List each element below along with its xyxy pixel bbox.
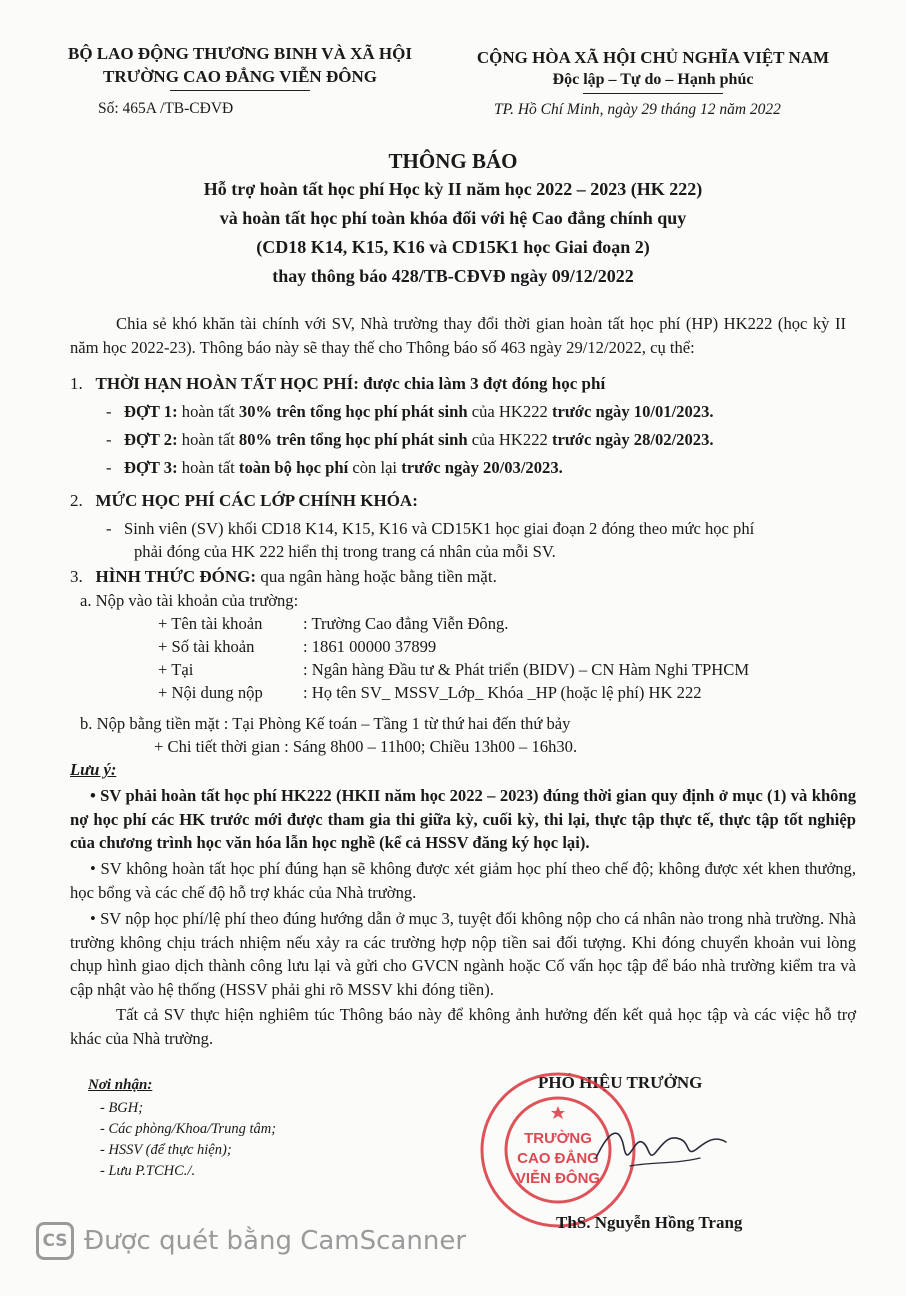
recipient-item: - Các phòng/Khoa/Trung tâm; bbox=[100, 1121, 277, 1137]
payment-option-a: a. Nộp vào tài khoản của trường: bbox=[80, 591, 299, 610]
section-1-heading bbox=[70, 374, 605, 394]
recipient-item: - HSSV (để thực hiện); bbox=[100, 1142, 232, 1158]
bank-label: + Tại bbox=[158, 660, 194, 679]
list-dash: - bbox=[106, 458, 112, 477]
payment-option-b: b. Nộp bằng tiền mặt : Tại Phòng Kế toán – Tầng 1 từ thứ hai đến thứ bảy bbox=[80, 714, 571, 733]
installment-3 bbox=[106, 458, 563, 478]
document-number: Số: 465A /TB-CĐVĐ bbox=[98, 100, 234, 117]
watermark-text: Được quét bằng CamScanner bbox=[84, 1226, 467, 1256]
section-1-title-rest: được chia làm 3 đợt đóng học phí bbox=[358, 374, 606, 393]
place-date: TP. Hồ Chí Minh, ngày 29 tháng 12 năm 2022 bbox=[494, 101, 781, 118]
installment-text: của HK222 bbox=[467, 402, 552, 421]
note-label: Lưu ý: bbox=[70, 760, 117, 779]
bank-value: : Ngân hàng Đầu tư & Phát triển (BIDV) – CN Hàm Nghi TPHCM bbox=[303, 660, 750, 679]
doc-title: THÔNG BÁO bbox=[388, 149, 518, 173]
section-2-number: 2. bbox=[70, 491, 83, 510]
section-1-number: 1. bbox=[70, 374, 83, 393]
account-name-value: : Trường Cao đẳng Viễn Đông. bbox=[303, 614, 509, 633]
header-rule-right bbox=[583, 93, 723, 94]
installment-amount: 30% trên tổng học phí phát sinh bbox=[238, 402, 468, 421]
installment-1 bbox=[106, 402, 714, 422]
note-bullet-1: • SV phải hoàn tất học phí HK222 (HKII năm học 2022 – 2023) đúng thời gian quy định ở mục (1) và không nợ học phí các HK trước mới được tham gia thi giữa kỳ, cuối kỳ, thi lại, thực tập thực tế, thực tập tốt nghiệp của chương trình học văn hóa lẫn học nghề (kể cả HSSV đăng ký học lại). bbox=[70, 786, 856, 853]
section-2-line-1 bbox=[106, 519, 754, 539]
installment-label: ĐỢT 1: bbox=[123, 402, 178, 421]
installment-amount: 80% trên tổng học phí phát sinh bbox=[238, 430, 468, 449]
camscanner-logo-icon: CS bbox=[36, 1222, 74, 1260]
installment-text: hoàn tất bbox=[177, 458, 239, 477]
section-1-title: THỜI HẠN HOÀN TẤT HỌC PHÍ: bbox=[95, 374, 359, 393]
list-dash: - bbox=[106, 430, 112, 449]
note-bullet-3: • SV nộp học phí/lệ phí theo đúng hướng dẫn ở mục 3, tuyệt đối không nộp cho cá nhân nào trong nhà trường. Nhà trường không chịu trách nhiệm nếu xảy ra các trường hợp nộp tiền sai đối tượng. Khi đóng chuyển khoản vui lòng chụp hình giao dịch thành công lưu lại và gửi cho GVCN ngành hoặc Cố vấn học tập để báo nhà trường kiểm tra và cập nhật vào hệ thống (HSSV phải ghi rõ MSSV khi đóng tiền). bbox=[70, 909, 856, 999]
seal-center-line-1: TRƯỜNG bbox=[524, 1130, 592, 1147]
installment-2 bbox=[106, 430, 714, 450]
signer-role: PHÓ HIỆU TRƯỞNG bbox=[538, 1073, 703, 1092]
school-name: TRƯỜNG CAO ĐẲNG VIỄN ĐÔNG bbox=[103, 67, 377, 86]
installment-deadline: trước ngày 28/02/2023. bbox=[551, 430, 714, 449]
recipients-label: Nơi nhận: bbox=[88, 1077, 153, 1093]
country-name: CỘNG HÒA XÃ HỘI CHỦ NGHĨA VIỆT NAM bbox=[476, 48, 830, 67]
section-2-line-2: phải đóng của HK 222 hiển thị trong trang cá nhân của mỗi SV. bbox=[134, 542, 556, 561]
installment-label: ĐỢT 3: bbox=[123, 458, 178, 477]
section-2-title: MỨC HỌC PHÍ CÁC LỚP CHÍNH KHÓA: bbox=[95, 491, 418, 510]
recipient-item: - Lưu P.TCHC./. bbox=[100, 1163, 196, 1179]
installment-text: còn lại bbox=[348, 458, 402, 477]
doc-subtitle-4: thay thông báo 428/TB-CĐVĐ ngày 09/12/2022 bbox=[272, 266, 634, 286]
list-dash: - bbox=[106, 519, 112, 538]
installment-deadline: trước ngày 20/03/2023. bbox=[401, 458, 563, 477]
section-3-title-rest: qua ngân hàng hoặc bằng tiền mặt. bbox=[256, 567, 497, 586]
closing-paragraph: Tất cả SV thực hiện nghiêm túc Thông báo này để không ảnh hưởng đến kết quả học tập và các việc hỗ trợ khác của Nhà trường. bbox=[70, 1005, 856, 1048]
doc-subtitle-1: Hỗ trợ hoàn tất học phí Học kỳ II năm học 2022 – 2023 (HK 222) bbox=[203, 179, 703, 199]
section-3-heading bbox=[70, 567, 497, 587]
installment-text: hoàn tất bbox=[177, 430, 239, 449]
ministry-name: BỘ LAO ĐỘNG THƯƠNG BINH VÀ XÃ HỘI bbox=[68, 44, 412, 63]
scanner-watermark bbox=[36, 1222, 466, 1260]
header-rule-left bbox=[170, 90, 310, 91]
installment-text: hoàn tất bbox=[177, 402, 239, 421]
list-dash: - bbox=[106, 402, 112, 421]
section-3-title: HÌNH THỨC ĐÓNG: bbox=[95, 567, 257, 586]
transfer-content-value: : Họ tên SV_ MSSV_Lớp_ Khóa _HP (hoặc lệ phí) HK 222 bbox=[303, 683, 702, 702]
installment-label: ĐỢT 2: bbox=[123, 430, 178, 449]
national-motto: Độc lập – Tự do – Hạnh phúc bbox=[552, 71, 754, 88]
transfer-content-label: + Nội dung nộp bbox=[158, 683, 263, 702]
doc-subtitle-3: (CD18 K14, K15, K16 và CD15K1 học Giai đoạn 2) bbox=[256, 237, 650, 257]
section-2-text: Sinh viên (SV) khối CD18 K14, K15, K16 và CD15K1 học giai đoạn 2 đóng theo mức học phí bbox=[123, 519, 755, 538]
installment-deadline: trước ngày 10/01/2023. bbox=[551, 402, 714, 421]
section-3-number: 3. bbox=[70, 567, 83, 586]
cash-hours: + Chi tiết thời gian : Sáng 8h00 – 11h00; Chiều 13h00 – 16h30. bbox=[154, 737, 578, 756]
seal-center-line-2: CAO ĐẲNG bbox=[517, 1150, 599, 1167]
doc-subtitle-2: và hoàn tất học phí toàn khóa đối với hệ Cao đẳng chính quy bbox=[219, 208, 687, 228]
intro-paragraph: Chia sẻ khó khăn tài chính với SV, Nhà trường thay đổi thời gian hoàn tất học phí (HP) HK222 (học kỳ II năm học 2022-23). Thông báo này sẽ thay thế cho Thông báo số 463 ngày 29/12/2022, cụ thể: bbox=[70, 314, 846, 357]
seal-center-line-3: VIỄN ĐÔNG bbox=[515, 1170, 601, 1187]
installment-text: của HK222 bbox=[467, 430, 552, 449]
handwritten-signature-icon bbox=[590, 1118, 730, 1178]
section-2-heading bbox=[70, 491, 418, 511]
account-name-label: + Tên tài khoản bbox=[158, 614, 263, 633]
signer-name: ThS. Nguyễn Hồng Trang bbox=[556, 1213, 743, 1232]
recipient-item: - BGH; bbox=[100, 1100, 144, 1116]
account-number-label: + Số tài khoản bbox=[158, 637, 255, 656]
installment-amount: toàn bộ học phí bbox=[238, 458, 349, 477]
note-bullet-2: • SV không hoàn tất học phí đúng hạn sẽ không được xét giảm học phí theo chế độ; không được xét khen thưởng, học bổng và các chế độ hỗ trợ khác của Nhà trường. bbox=[70, 859, 856, 902]
account-number-value: : 1861 00000 37899 bbox=[303, 637, 437, 656]
